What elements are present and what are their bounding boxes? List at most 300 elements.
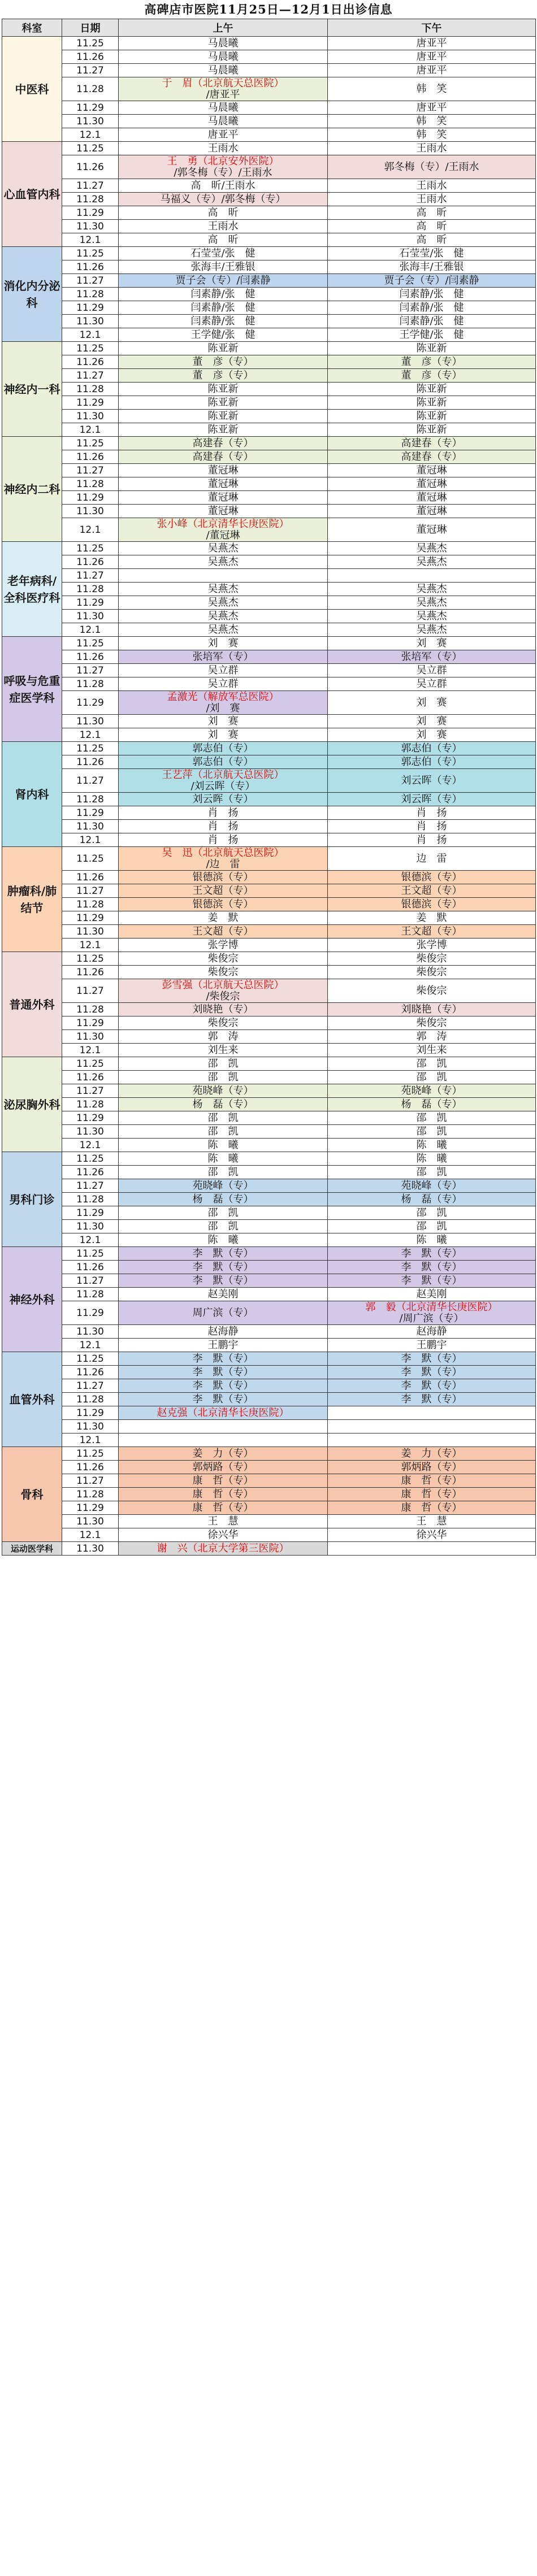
morning-cell-line: 吴燕杰 (207, 542, 239, 554)
date-cell: 11.28 (62, 1098, 119, 1111)
morning-cell (119, 342, 328, 355)
date-cell: 11.30 (62, 715, 119, 728)
date-cell: 11.26 (62, 650, 119, 664)
schedule-row (2, 623, 536, 637)
date-cell: 11.27 (62, 464, 119, 477)
date-cell: 12.1 (62, 623, 119, 637)
morning-cell (119, 142, 328, 155)
morning-cell-line: 董冠琳 (207, 491, 239, 503)
morning-cell-line: 吴燕杰 (207, 583, 239, 595)
afternoon-cell-line: 肖 扬 (416, 833, 447, 846)
morning-cell-line: 刘云晖（专） (192, 793, 254, 805)
schedule-row (2, 1152, 536, 1166)
morning-cell-line: 刘晓艳（专） (192, 1003, 254, 1015)
morning-cell-line: 邵 凯 (207, 1166, 239, 1178)
morning-cell-line: 马晨曦 (207, 37, 239, 49)
afternoon-cell-line: 李 默（专） (401, 1274, 462, 1287)
morning-cell-line: 吴立群 (207, 664, 239, 676)
morning-cell-line: 董冠琳 (207, 464, 239, 476)
header-dept: 科室 (2, 19, 62, 37)
morning-cell-line: 姜 力（专） (192, 1447, 254, 1459)
date-cell: 12.1 (62, 1139, 119, 1152)
schedule-row (2, 1139, 536, 1152)
date-cell: 11.29 (62, 1406, 119, 1420)
morning-cell (119, 1057, 328, 1071)
morning-cell (119, 1501, 328, 1515)
date-cell: 12.1 (62, 1433, 119, 1447)
morning-cell (119, 1447, 328, 1461)
afternoon-cell-line: 徐兴华 (416, 1528, 447, 1541)
schedule-row (2, 569, 536, 583)
date-cell: 11.27 (62, 769, 119, 793)
morning-cell-line: 谢 兴（北京大学第三医院） (157, 1542, 289, 1554)
morning-cell (119, 450, 328, 464)
morning-cell-line: 李 默（专） (192, 1247, 254, 1259)
schedule-row (2, 898, 536, 911)
morning-cell-line: 陈 曦 (207, 1233, 239, 1246)
date-cell: 11.29 (62, 1501, 119, 1515)
header-am: 上午 (119, 19, 328, 37)
morning-cell-line: 张学博 (207, 939, 239, 951)
schedule-row (2, 911, 536, 925)
schedule-row (2, 260, 536, 274)
afternoon-cell (328, 793, 536, 806)
afternoon-cell-line: 王雨水 (416, 142, 447, 154)
date-cell: 11.27 (62, 274, 119, 288)
morning-cell-line: 邵 凯 (207, 1071, 239, 1083)
afternoon-cell (328, 650, 536, 664)
morning-cell-line: /刘云晖（专） (190, 780, 255, 792)
schedule-row (2, 1017, 536, 1030)
afternoon-cell-line: 刘晓艳（专） (401, 1003, 462, 1015)
afternoon-cell-line: 赵美刚 (416, 1288, 447, 1300)
afternoon-cell (328, 1233, 536, 1247)
morning-cell-line: 高建春（专） (192, 450, 254, 463)
morning-cell (119, 952, 328, 966)
afternoon-cell-line: 李 默（专） (401, 1247, 462, 1259)
afternoon-cell (328, 247, 536, 260)
schedule-row (2, 650, 536, 664)
morning-cell-line: 刘 赛 (207, 728, 239, 741)
morning-cell-line: 柴俊宗 (207, 966, 239, 978)
schedule-row (2, 37, 536, 50)
date-cell: 12.1 (62, 728, 119, 742)
date-cell: 11.27 (62, 1474, 119, 1488)
date-cell: 11.30 (62, 1542, 119, 1556)
schedule-row (2, 410, 536, 423)
afternoon-cell-line: 郭志伯（专） (401, 742, 462, 754)
morning-cell-line: 赵克强（北京清华长庚医院） (157, 1406, 289, 1419)
morning-cell-line: 邵 凯 (207, 1220, 239, 1232)
date-cell: 11.28 (62, 677, 119, 691)
morning-cell-line: 王鹏宇 (207, 1339, 239, 1351)
date-cell: 11.25 (62, 847, 119, 871)
morning-cell-line: 张培军（专） (192, 650, 254, 663)
department-cell: 神经外科 (2, 1247, 62, 1352)
morning-cell (119, 233, 328, 247)
morning-cell (119, 1206, 328, 1220)
schedule-row (2, 505, 536, 518)
morning-cell (119, 1461, 328, 1474)
afternoon-cell-line: 吴燕杰 (416, 596, 447, 609)
afternoon-cell-line: 唐亚平 (416, 50, 447, 63)
morning-cell-line: 吴燕杰 (207, 555, 239, 568)
afternoon-cell-line: 王文超（专） (401, 884, 462, 897)
afternoon-cell-line: 高建春（专） (401, 437, 462, 449)
afternoon-cell-line: 张学博 (416, 939, 447, 951)
afternoon-cell (328, 728, 536, 742)
morning-cell-line: 高 昕/王雨水 (190, 179, 255, 192)
afternoon-cell (328, 966, 536, 979)
schedule-row (2, 1366, 536, 1379)
schedule-row (2, 847, 536, 871)
schedule-row (2, 1125, 536, 1139)
schedule-row (2, 328, 536, 342)
morning-cell-line: 马晨曦 (207, 50, 239, 63)
afternoon-cell (328, 1261, 536, 1274)
afternoon-cell (328, 437, 536, 450)
morning-cell (119, 1542, 328, 1556)
schedule-row (2, 179, 536, 193)
morning-cell-line: 陈亚新 (207, 342, 239, 354)
afternoon-cell (328, 37, 536, 50)
morning-cell (119, 1406, 328, 1420)
date-cell: 11.26 (62, 966, 119, 979)
schedule-row (2, 1488, 536, 1501)
morning-cell-line: 唐亚平 (207, 128, 239, 141)
date-cell: 11.29 (62, 596, 119, 610)
afternoon-cell (328, 1152, 536, 1166)
morning-cell (119, 1125, 328, 1139)
date-cell: 11.28 (62, 77, 119, 101)
schedule-row (2, 155, 536, 179)
morning-cell (119, 1301, 328, 1325)
afternoon-cell (328, 396, 536, 410)
afternoon-cell (328, 477, 536, 491)
date-cell: 11.25 (62, 952, 119, 966)
afternoon-cell-line: 吴燕杰 (416, 623, 447, 636)
date-cell: 11.28 (62, 1393, 119, 1406)
afternoon-cell (328, 115, 536, 128)
schedule-row (2, 301, 536, 315)
afternoon-cell (328, 142, 536, 155)
schedule-row (2, 464, 536, 477)
afternoon-cell-line: 银德滨（专） (401, 871, 462, 883)
department-cell: 神经内二科 (2, 437, 62, 542)
afternoon-cell-line: 唐亚平 (416, 64, 447, 76)
afternoon-cell-line: 郭炳路（专） (401, 1461, 462, 1473)
schedule-row (2, 1461, 536, 1474)
morning-cell (119, 820, 328, 833)
morning-cell (119, 1017, 328, 1030)
morning-cell (119, 925, 328, 939)
morning-cell (119, 677, 328, 691)
afternoon-cell-line: 刘云晖（专） (401, 793, 462, 805)
schedule-row (2, 1220, 536, 1233)
date-cell: 11.28 (62, 477, 119, 491)
date-cell: 11.26 (62, 50, 119, 64)
morning-cell-line: 高建春（专） (192, 437, 254, 449)
afternoon-cell-line: 张海丰/王雅银 (399, 260, 464, 273)
morning-cell (119, 383, 328, 396)
morning-cell (119, 569, 328, 583)
schedule-row (2, 742, 536, 755)
date-cell: 11.26 (62, 1071, 119, 1084)
afternoon-cell (328, 1179, 536, 1193)
schedule-row (2, 1166, 536, 1179)
morning-cell-line: /刘 赛 (206, 702, 240, 714)
date-cell: 11.29 (62, 806, 119, 820)
afternoon-cell (328, 664, 536, 677)
afternoon-cell (328, 1288, 536, 1301)
morning-cell (119, 1111, 328, 1125)
morning-cell-line: 李 默（专） (192, 1274, 254, 1287)
date-cell: 12.1 (62, 1044, 119, 1057)
afternoon-cell-line: 邵 凯 (416, 1166, 447, 1178)
date-cell: 11.25 (62, 37, 119, 50)
morning-cell-line: 杨 磊（专） (192, 1098, 254, 1110)
morning-cell (119, 1084, 328, 1098)
morning-cell-line: 李 默（专） (192, 1261, 254, 1273)
afternoon-cell (328, 1247, 536, 1261)
morning-cell (119, 505, 328, 518)
date-cell: 11.29 (62, 1017, 119, 1030)
morning-cell-line: 李 默（专） (192, 1393, 254, 1405)
date-cell: 11.26 (62, 450, 119, 464)
schedule-row (2, 1474, 536, 1488)
afternoon-cell (328, 871, 536, 884)
date-cell: 11.28 (62, 288, 119, 301)
afternoon-cell-line: 柴俊宗 (416, 984, 447, 997)
schedule-row (2, 450, 536, 464)
morning-cell (119, 1193, 328, 1206)
afternoon-cell-line: 姜 力（专） (401, 1447, 462, 1459)
afternoon-cell-line: 董冠琳 (416, 505, 447, 517)
date-cell: 11.27 (62, 979, 119, 1003)
schedule-row (2, 206, 536, 220)
afternoon-cell-line: 康 哲（专） (401, 1488, 462, 1500)
schedule-row (2, 884, 536, 898)
date-cell: 11.27 (62, 369, 119, 383)
schedule-row (2, 1393, 536, 1406)
morning-cell-line: 肖 扬 (207, 820, 239, 832)
date-cell: 11.25 (62, 1057, 119, 1071)
afternoon-cell-line: 王雨水 (416, 179, 447, 192)
afternoon-cell (328, 1461, 536, 1474)
morning-cell-line: 银德滨（专） (192, 898, 254, 910)
schedule-row (2, 288, 536, 301)
afternoon-cell-line: 韩 笑 (416, 128, 447, 141)
afternoon-cell (328, 1420, 536, 1433)
morning-cell (119, 715, 328, 728)
date-cell: 11.26 (62, 1366, 119, 1379)
morning-cell-line: 邵 凯 (207, 1057, 239, 1070)
afternoon-cell (328, 1125, 536, 1139)
morning-cell (119, 1488, 328, 1501)
afternoon-cell-line: 郭冬梅（专）/王雨水 (384, 160, 479, 173)
afternoon-cell-line: 陈 曦 (416, 1139, 447, 1151)
morning-cell (119, 355, 328, 369)
afternoon-cell (328, 101, 536, 115)
morning-cell-line: 马晨曦 (207, 101, 239, 114)
afternoon-cell (328, 1339, 536, 1352)
afternoon-cell (328, 1166, 536, 1179)
date-cell: 11.29 (62, 491, 119, 505)
afternoon-cell-line: 柴俊宗 (416, 966, 447, 978)
date-cell: 11.26 (62, 355, 119, 369)
morning-cell-line: 刘 赛 (207, 715, 239, 727)
afternoon-cell (328, 179, 536, 193)
date-cell: 11.25 (62, 637, 119, 650)
date-cell: 12.1 (62, 1339, 119, 1352)
schedule-row (2, 64, 536, 77)
morning-cell (119, 1325, 328, 1339)
header-pm: 下午 (328, 19, 536, 37)
morning-cell-line: 柴俊宗 (207, 952, 239, 965)
schedule-row (2, 355, 536, 369)
afternoon-cell-line: 韩 笑 (416, 115, 447, 127)
morning-cell (119, 542, 328, 555)
date-cell: 11.30 (62, 315, 119, 328)
date-cell: 11.26 (62, 1461, 119, 1474)
morning-cell (119, 623, 328, 637)
morning-cell-line: 肖 扬 (207, 833, 239, 846)
afternoon-cell-line: 贾子会（专）/闫素静 (384, 274, 479, 286)
date-cell: 11.26 (62, 555, 119, 569)
schedule-row (2, 423, 536, 437)
schedule-row (2, 677, 536, 691)
morning-cell-line: 王雨水 (207, 142, 239, 154)
department-cell: 老年病科/全科医疗科 (2, 542, 62, 637)
schedule-row (2, 806, 536, 820)
date-cell: 11.30 (62, 1515, 119, 1528)
afternoon-cell-line: 唐亚平 (416, 101, 447, 114)
morning-cell (119, 50, 328, 64)
afternoon-cell-line: 邵 凯 (416, 1125, 447, 1137)
schedule-row (2, 1528, 536, 1542)
afternoon-cell-line: 高 昕 (416, 233, 447, 246)
morning-cell-line: 董冠琳 (207, 505, 239, 517)
morning-cell-line: 肖 扬 (207, 806, 239, 819)
schedule-row (2, 637, 536, 650)
morning-cell (119, 369, 328, 383)
morning-cell-line: 郭志伯（专） (192, 742, 254, 754)
afternoon-cell-line: 陈 曦 (416, 1233, 447, 1246)
afternoon-cell (328, 1111, 536, 1125)
morning-cell (119, 101, 328, 115)
afternoon-cell-line: 石莹莹/张 健 (399, 247, 464, 259)
afternoon-cell (328, 637, 536, 650)
department-cell: 消化内分泌科 (2, 247, 62, 342)
morning-cell-line: 姜 默 (207, 911, 239, 924)
afternoon-cell (328, 610, 536, 623)
afternoon-cell (328, 301, 536, 315)
schedule-row (2, 247, 536, 260)
afternoon-cell (328, 555, 536, 569)
morning-cell-line: 董 彦（专） (192, 369, 254, 381)
afternoon-cell (328, 342, 536, 355)
schedule-row (2, 1057, 536, 1071)
department-cell: 泌尿胸外科 (2, 1057, 62, 1152)
afternoon-cell (328, 755, 536, 769)
schedule-row (2, 1542, 536, 1556)
morning-cell-line: /郭冬梅（专）/王雨水 (174, 166, 272, 179)
afternoon-cell-line: 李 默（专） (401, 1393, 462, 1405)
morning-cell (119, 518, 328, 542)
morning-cell-line: 周广滨（专） (192, 1306, 254, 1319)
afternoon-cell-line: 肖 扬 (416, 806, 447, 819)
morning-cell-line: 高 昕 (207, 233, 239, 246)
afternoon-cell-line: 陈亚新 (416, 342, 447, 354)
morning-cell-line: 杨 磊（专） (192, 1193, 254, 1205)
afternoon-cell (328, 64, 536, 77)
date-cell: 11.30 (62, 1325, 119, 1339)
afternoon-cell (328, 583, 536, 596)
afternoon-cell (328, 1352, 536, 1366)
schedule-row (2, 1071, 536, 1084)
afternoon-cell (328, 50, 536, 64)
date-cell: 11.27 (62, 64, 119, 77)
afternoon-cell (328, 1274, 536, 1288)
morning-cell-line: 陈亚新 (207, 423, 239, 436)
morning-cell (119, 1233, 328, 1247)
morning-cell-line: 赵美刚 (207, 1288, 239, 1300)
afternoon-cell-line: 董冠琳 (416, 523, 447, 536)
morning-cell-line: 康 哲（专） (192, 1501, 254, 1514)
morning-cell-line: 王文超（专） (192, 925, 254, 937)
department-cell: 肿瘤科/肺结节 (2, 847, 62, 952)
afternoon-cell (328, 410, 536, 423)
morning-cell-line: 陈 曦 (207, 1139, 239, 1151)
schedule-row (2, 50, 536, 64)
morning-cell (119, 806, 328, 820)
date-cell: 11.30 (62, 610, 119, 623)
afternoon-cell-line: 闫素静/张 健 (399, 301, 464, 314)
schedule-row (2, 728, 536, 742)
morning-cell (119, 555, 328, 569)
afternoon-cell-line: 高 昕 (416, 220, 447, 232)
schedule-row (2, 1288, 536, 1301)
afternoon-cell (328, 1501, 536, 1515)
afternoon-cell-line: 康 哲（专） (401, 1501, 462, 1514)
date-cell: 11.30 (62, 505, 119, 518)
morning-cell (119, 155, 328, 179)
schedule-row (2, 664, 536, 677)
afternoon-cell (328, 1515, 536, 1528)
morning-cell-line: 陈亚新 (207, 383, 239, 395)
morning-cell (119, 128, 328, 142)
afternoon-cell (328, 1220, 536, 1233)
morning-cell-line: /柴俊宗 (206, 990, 240, 1002)
afternoon-cell-line: 康 哲（专） (401, 1474, 462, 1487)
morning-cell (119, 437, 328, 450)
schedule-row (2, 1433, 536, 1447)
date-cell: 11.30 (62, 1125, 119, 1139)
morning-cell (119, 301, 328, 315)
header-row (2, 19, 536, 37)
morning-cell-line: 陈亚新 (207, 410, 239, 422)
morning-cell (119, 179, 328, 193)
afternoon-cell (328, 1071, 536, 1084)
afternoon-cell (328, 1447, 536, 1461)
morning-cell (119, 328, 328, 342)
afternoon-cell-line: 唐亚平 (416, 37, 447, 49)
schedule-row (2, 939, 536, 952)
afternoon-cell (328, 1017, 536, 1030)
department-cell: 血管外科 (2, 1352, 62, 1447)
afternoon-cell (328, 925, 536, 939)
schedule-row (2, 193, 536, 206)
